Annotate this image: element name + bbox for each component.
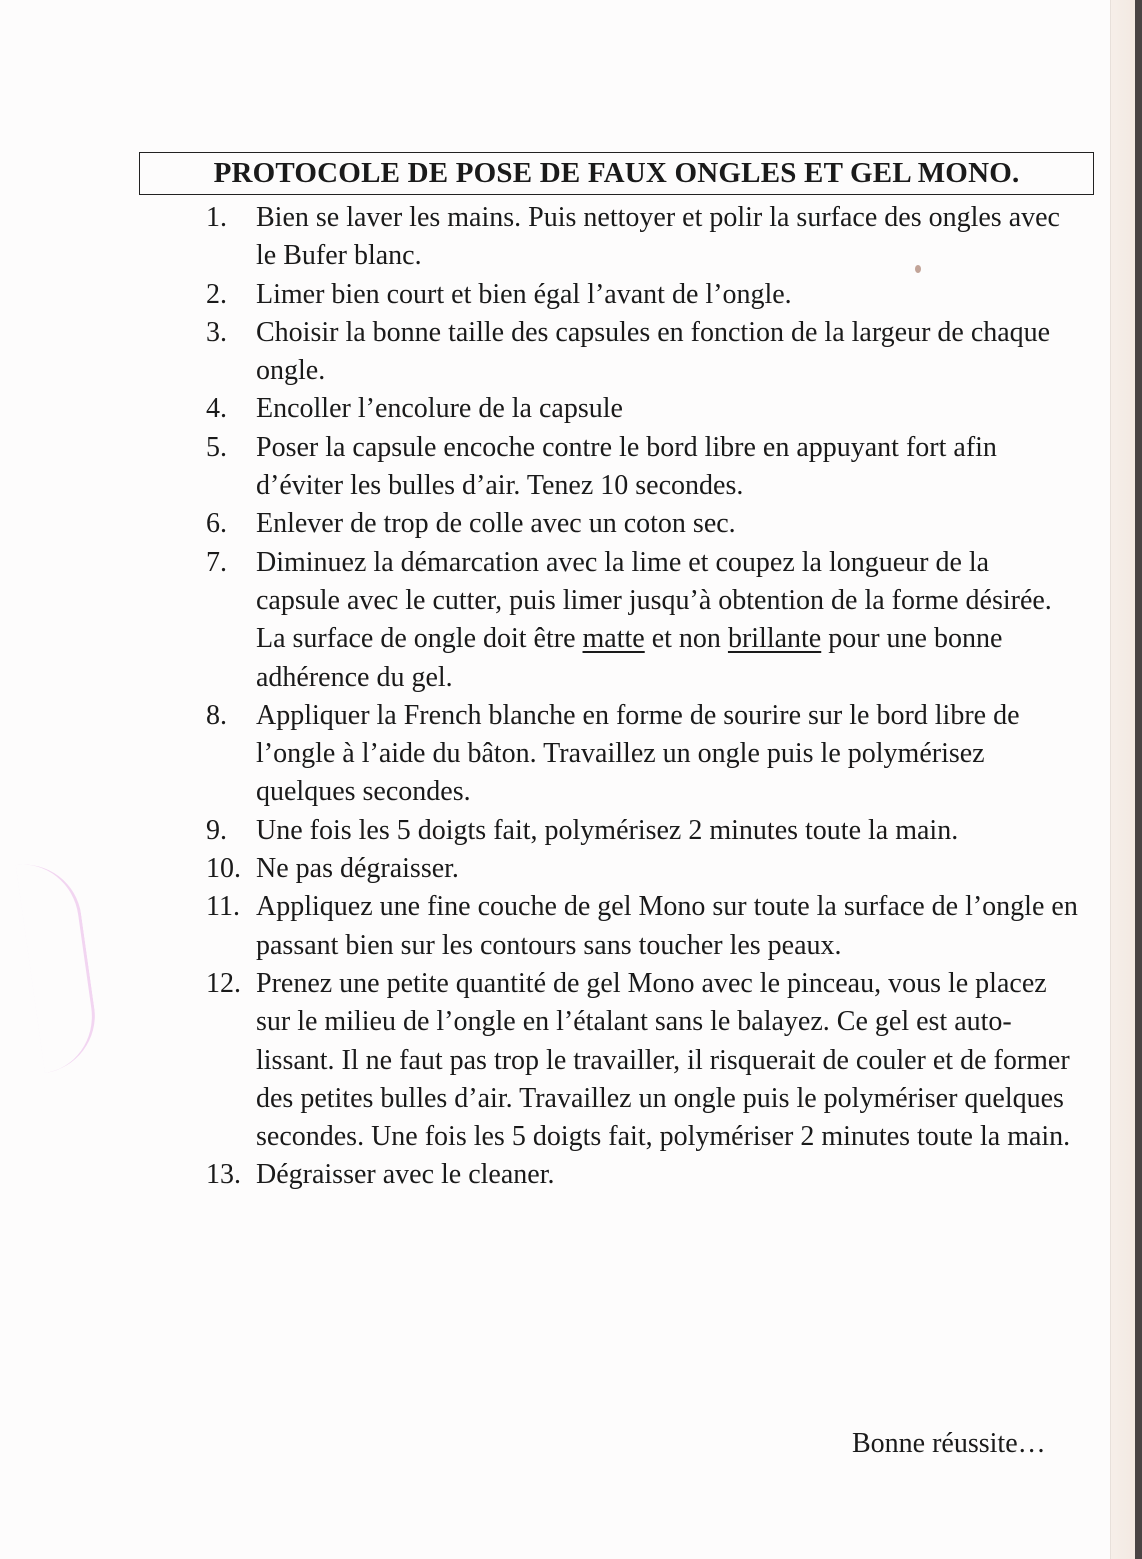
step-text: Une fois les 5 doigts fait, polymérisez 2 minutes toute la main. (256, 814, 959, 846)
step-text: Ne pas dégraisser. (256, 853, 459, 885)
step-text: Dégraisser avec le cleaner. (256, 1159, 555, 1191)
document-title: PROTOCOLE DE POSE DE FAUX ONGLES ET GEL MONO. (213, 157, 1020, 189)
step-text-part: et non (644, 623, 728, 655)
title-box (139, 152, 1094, 195)
step-item (190, 888, 1080, 965)
underlined-word-brillante: brillante (727, 623, 822, 655)
step-item (190, 505, 1080, 543)
step-text: Prenez une petite quantité de gel Mono avec le pinceau, vous le placez sur le milieu de l’ongle en l’étalant sans le balayez. Ce gel est auto-lissant. Il ne faut pas trop le travailler, il risquerait de couler et de former des petites bulles d’air. Travaillez un ongle puis le polymériser quelques secondes. Une fois les 5 doigts fait, polymériser 2 minutes toute la main. (256, 967, 1071, 1153)
scan-border (1135, 0, 1142, 1559)
underlined-word-matte: matte (582, 623, 645, 655)
step-number: 7. (206, 546, 227, 578)
step-item (190, 199, 1080, 276)
step-item (190, 390, 1080, 428)
step-number: 6. (206, 508, 227, 540)
step-number: 10. (206, 853, 241, 885)
step-number: 8. (206, 699, 227, 731)
step-item (190, 314, 1080, 391)
step-item (190, 965, 1080, 1156)
step-number: 1. (206, 202, 227, 233)
step-number: 13. (206, 1159, 241, 1191)
step-text-part: pour une bonne adhérence du gel. (256, 623, 1003, 693)
step-text: Appliquez une fine couche de gel Mono sur toute la surface de l’ongle en passant bien sur les contours sans toucher les peaux. (256, 891, 1078, 961)
step-text (256, 544, 1080, 697)
closing-note: Bonne réussite… (852, 1428, 1046, 1459)
step-number: 9. (206, 814, 227, 846)
step-text: Encoller l’encolure de la capsule (256, 393, 623, 425)
step-text: Bien se laver les mains. Puis nettoyer et polir la surface des ongles avec le Bufer blanc. (256, 202, 1060, 272)
step-number: 11. (206, 891, 240, 923)
step-number: 5. (206, 431, 227, 463)
step-number: 12. (206, 967, 241, 999)
scan-edge-strip (1110, 0, 1136, 1559)
step-item (190, 697, 1080, 812)
step-text: Poser la capsule encoche contre le bord libre en appuyant fort afin d’éviter les bulles d’air. Tenez 10 secondes. (256, 431, 997, 502)
step-item (190, 812, 1080, 850)
step-item (190, 850, 1080, 888)
step-number: 3. (206, 316, 227, 348)
step-text: Appliquer la French blanche en forme de sourire sur le bord libre de l’ongle à l’aide du bâton. Travaillez un ongle puis le polymérisez quelques secondes. (256, 699, 1020, 808)
steps-list (190, 199, 1080, 1195)
step-number: 4. (206, 393, 227, 425)
step-item (190, 429, 1080, 506)
step-text: Choisir la bonne taille des capsules en fonction de la largeur de chaque ongle. (256, 316, 1051, 387)
step-item (190, 1156, 1080, 1194)
step-text-part: Diminuez la démarcation avec la lime et coupez la longueur de la capsule avec le cutter, puis limer jusqu’à obtention de la forme désirée. La surface de ongle doit être (256, 546, 1052, 655)
step-item (190, 276, 1080, 314)
paper-mark (16, 857, 103, 1073)
step-item (190, 544, 1080, 697)
step-text: Enlever de trop de colle avec un coton sec. (256, 508, 736, 540)
step-number: 2. (206, 278, 227, 310)
step-text: Limer bien court et bien égal l’avant de l’ongle. (256, 278, 792, 310)
